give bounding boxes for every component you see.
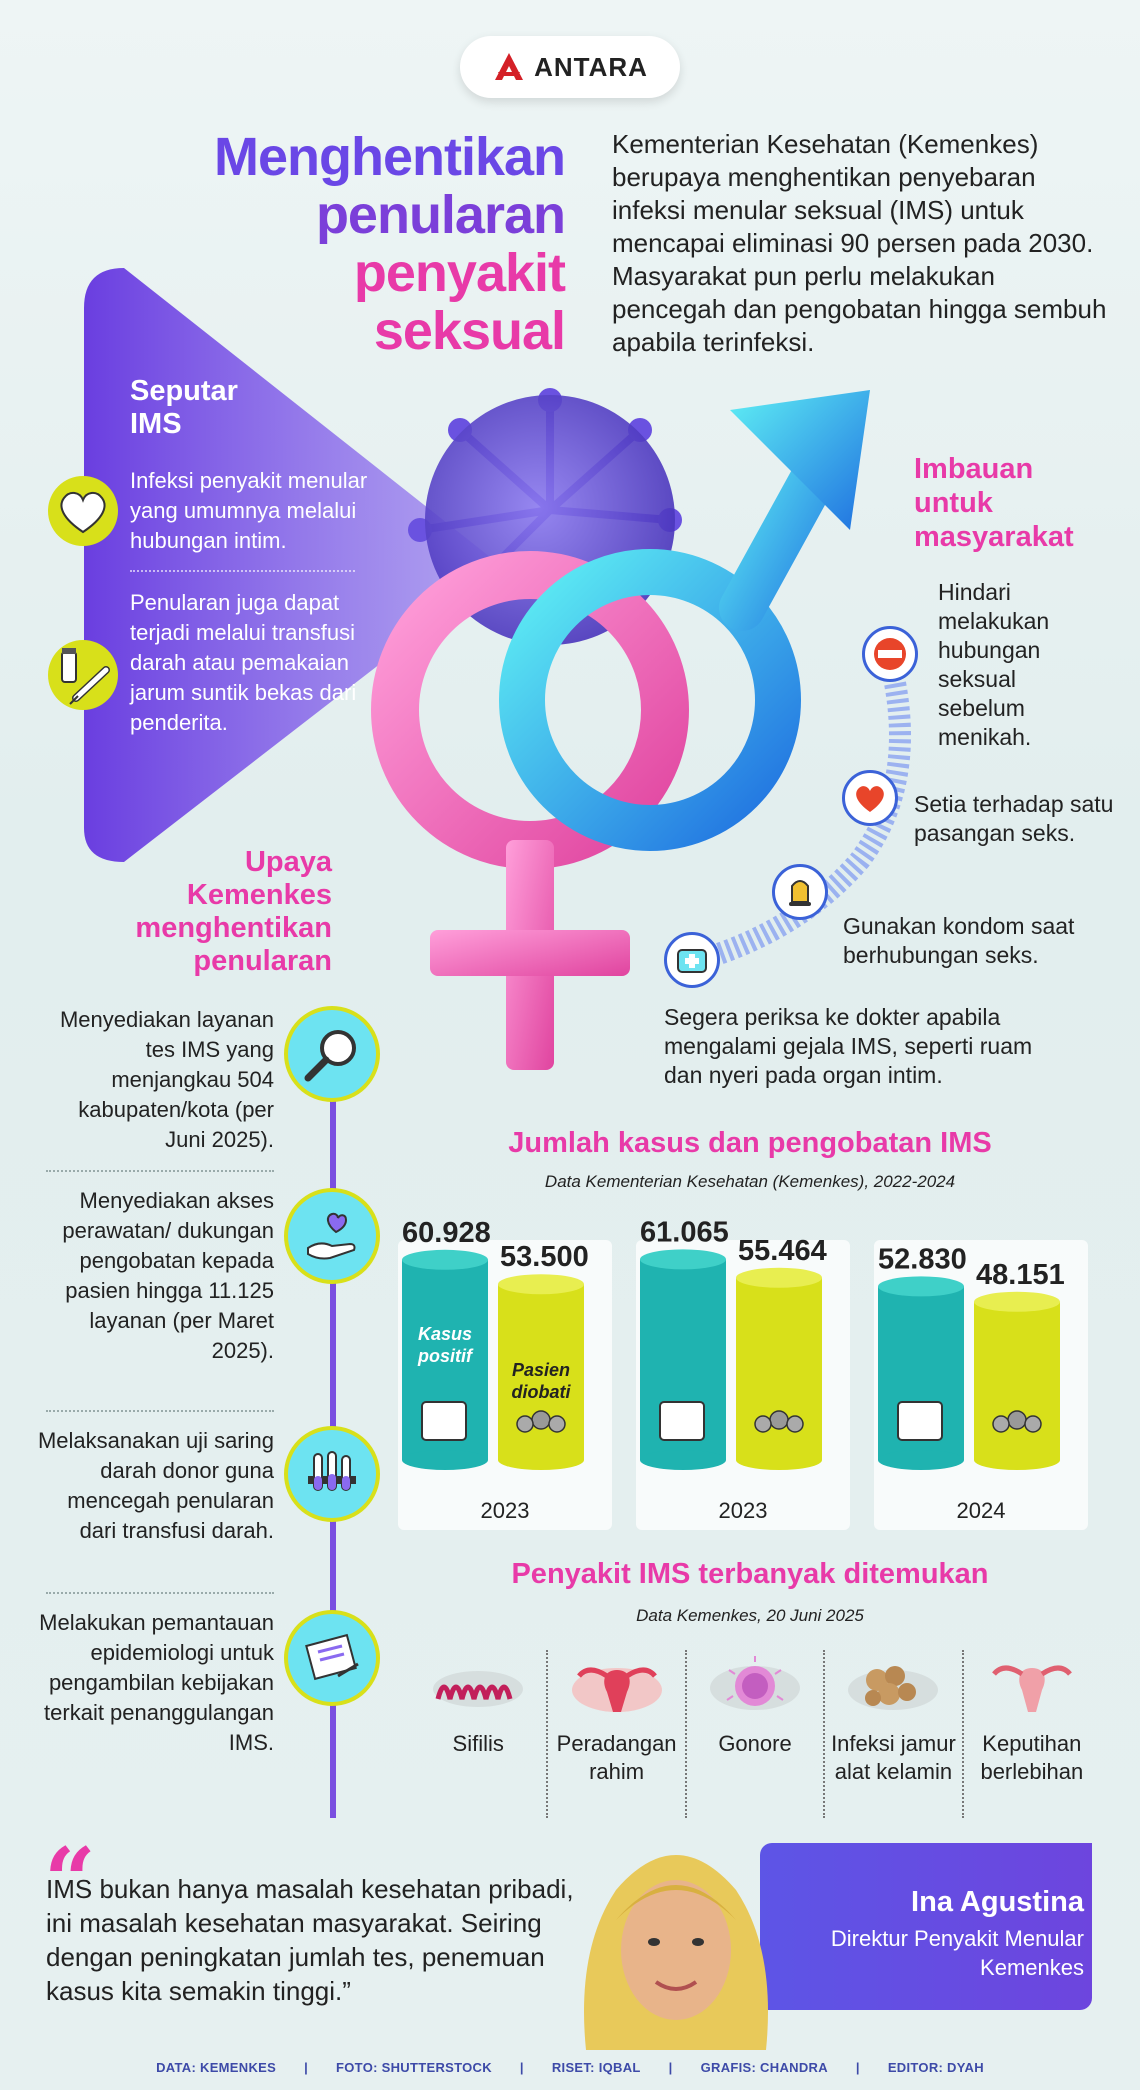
legend-kasus-positif: positif: [418, 1346, 472, 1366]
upaya-item-4: Melakukan pemantauan epidemiologi untuk pengambilan kebijakan terkait penanggulangan IMS.: [39, 1610, 274, 1755]
quote-author-role: Direktur Penyakit Menular Kemenkes: [830, 1926, 1084, 1980]
imbauan-item-3: Gunakan kondom saat berhubungan seks.: [843, 913, 1075, 968]
fungus-icon: [843, 1650, 943, 1720]
bar-top-kasus-positif: [878, 1276, 964, 1296]
people-icon: [549, 1416, 565, 1432]
people-icon: [770, 1411, 788, 1429]
disease-label: Infeksi jamur alat kelamin: [831, 1731, 956, 1784]
bar-pasien-diobati: [974, 1302, 1060, 1460]
upaya-item-2: Menyediakan akses perawatan/ dukungan pengobatan kepada pasien hingga 11.125 layanan (per Maret 2025).: [62, 1188, 274, 1363]
folder-icon: [660, 1402, 704, 1440]
disease-item: [685, 1650, 823, 1818]
test-tubes-icon: [284, 1426, 380, 1522]
diseases-list: [410, 1650, 1100, 1818]
disease-item: [546, 1650, 684, 1818]
disease-label: Peradangan rahim: [556, 1731, 677, 1784]
uterus-inflamed-icon: [567, 1650, 667, 1720]
bar-base-kasus-positif: [402, 1450, 488, 1470]
imbauan-title: [914, 452, 1074, 554]
credit-separator: |: [855, 2060, 860, 2075]
upaya-divider: [46, 1170, 274, 1172]
intro-paragraph: Kementerian Kesehatan (Kemenkes) berupaya menghentikan penyebaran infeksi menular seksual (IMS) untuk mencapai eliminasi 90 persen pada 2030. Masyarakat pun perlu melakukan pencegah dan pengobatan hingga sembuh apabila terinfeksi.: [612, 129, 1107, 357]
credit-riset: RISET: IQBAL: [551, 2060, 641, 2075]
antara-logo: [460, 36, 680, 98]
upaya-divider: [46, 1410, 274, 1412]
bar-top-kasus-positif: [402, 1250, 488, 1270]
seputar-item-2: Penularan juga dapat terjadi melalui transfusi darah atau pemakaian jarum suntik bekas dari penderita.: [130, 590, 357, 735]
spirochete-icon: [428, 1650, 528, 1720]
seputar-title-l1: Seputar: [130, 375, 238, 407]
category-label: 2023: [480, 1498, 530, 1523]
upaya-title-l1: Upaya: [244, 846, 332, 878]
title-line-4: seksual: [373, 301, 565, 361]
imbauan-item-1: Hindari melakukan hubungan seksual sebelum menikah.: [938, 579, 1050, 750]
bar-top-kasus-positif: [640, 1249, 726, 1269]
bar-value-label: 52.830: [878, 1243, 967, 1276]
imbauan-item-2: Setia terhadap satu pasangan seks.: [914, 791, 1114, 846]
category-label: 2023: [718, 1498, 768, 1523]
credit-separator: |: [668, 2060, 673, 2075]
heart-icon: [48, 476, 118, 546]
legend-pasien-diobati: diobati: [511, 1382, 571, 1402]
credit-grafis: GRAFIS: CHANDRA: [700, 2060, 828, 2075]
upaya-title-l2: Kemenkes: [186, 879, 332, 911]
bar-base-pasien-diobati: [974, 1450, 1060, 1470]
cases-bar-chart: [398, 1210, 1098, 1530]
imbauan-title-l1: Imbauan: [914, 453, 1034, 485]
bar-value-label: 61.065: [640, 1216, 729, 1249]
people-icon: [532, 1411, 550, 1429]
title-line-1: Menghentikan: [213, 127, 565, 187]
logo-text: ANTARA: [534, 51, 648, 82]
people-icon: [517, 1416, 533, 1432]
seputar-title: [130, 375, 238, 441]
credit-separator: |: [519, 2060, 524, 2075]
cases-chart-title: Jumlah kasus dan pengobatan IMS: [508, 1127, 992, 1159]
credits-footer: [0, 2060, 1140, 2075]
bar-base-kasus-positif: [878, 1450, 964, 1470]
bar-value-label: 55.464: [738, 1234, 827, 1267]
upaya-title-l4: penularan: [193, 945, 332, 977]
document-icon: [284, 1610, 380, 1706]
seputar-divider: [130, 570, 355, 572]
disease-label: Gonore: [718, 1731, 792, 1756]
heart-icon: [842, 770, 898, 826]
antara-mark-icon: [492, 50, 526, 84]
portrait-illustration: [556, 1830, 796, 2050]
upaya-item-1: Menyediakan layanan tes IMS yang menjangkau 504 kabupaten/kota (per Juni 2025).: [59, 1007, 274, 1152]
upaya-title-l3: menghentikan: [135, 912, 332, 944]
disease-item: [823, 1650, 961, 1818]
bar-top-pasien-diobati: [736, 1268, 822, 1288]
people-icon: [755, 1416, 771, 1432]
bar-top-pasien-diobati: [974, 1292, 1060, 1312]
people-icon: [1025, 1416, 1041, 1432]
people-icon: [787, 1416, 803, 1432]
credit-data: DATA: KEMENKES: [156, 2060, 277, 2075]
uterus-icon: [982, 1650, 1082, 1720]
diseases-subtitle: Data Kemenkes, 20 Juni 2025: [636, 1606, 864, 1625]
bar-base-pasien-diobati: [736, 1450, 822, 1470]
bar-value-label: 53.500: [500, 1241, 589, 1274]
credit-editor: EDITOR: DYAH: [887, 2060, 984, 2075]
bar-base-kasus-positif: [640, 1450, 726, 1470]
title-line-2: penularan: [315, 185, 565, 245]
imbauan-title-l3: masyarakat: [914, 521, 1074, 553]
credit-foto: FOTO: SHUTTERSTOCK: [336, 2060, 492, 2075]
legend-pasien-diobati: Pasien: [511, 1360, 571, 1380]
bacteria-icon: [705, 1650, 805, 1720]
people-icon: [1008, 1411, 1026, 1429]
disease-label: Sifilis: [452, 1731, 504, 1756]
disease-label: Keputihan berlebihan: [980, 1731, 1084, 1784]
upaya-divider: [46, 1592, 274, 1594]
forbidden-icon: [862, 626, 918, 682]
imbauan-title-l2: untuk: [914, 487, 993, 519]
magnifier-icon: [284, 1006, 380, 1102]
category-label: 2024: [956, 1498, 1006, 1523]
bar-top-pasien-diobati: [498, 1274, 584, 1294]
syringe-icon: [48, 640, 118, 710]
seputar-title-l2: IMS: [130, 408, 182, 440]
cases-chart-subtitle: Data Kementerian Kesehatan (Kemenkes), 2022-2024: [544, 1172, 956, 1191]
legend-kasus-positif: Kasus: [417, 1324, 473, 1344]
quote-mark: “: [44, 1828, 96, 1934]
bar-value-label: 48.151: [976, 1258, 1065, 1291]
upaya-title: [90, 846, 332, 978]
title-line-3: penyakit: [353, 243, 565, 303]
credit-separator: |: [304, 2060, 309, 2075]
folder-icon: [898, 1402, 942, 1440]
seputar-item-1: Infeksi penyakit menular yang umumnya melalui hubungan intim.: [130, 468, 368, 553]
quote-author-name: Ina Agustina: [911, 1886, 1084, 1918]
folder-icon: [422, 1402, 466, 1440]
quote-text: IMS bukan hanya masalah kesehatan pribadi, ini masalah kesehatan masyarakat. Seiring dengan peningkatan jumlah tes, penemuan kasus kita semakin tinggi.”: [46, 1874, 574, 2006]
people-icon: [993, 1416, 1009, 1432]
disease-item: [410, 1650, 546, 1818]
condom-icon: [772, 864, 828, 920]
bar-pasien-diobati: [736, 1278, 822, 1460]
diseases-title: Penyakit IMS terbanyak ditemukan: [511, 1558, 989, 1590]
bar-base-pasien-diobati: [498, 1450, 584, 1470]
bar-value-label: 60.928: [402, 1216, 491, 1249]
medical-kit-icon: [664, 932, 720, 988]
disease-item: [962, 1650, 1100, 1818]
upaya-item-3: Melaksanakan uji saring darah donor guna mencegah penularan dari transfusi darah.: [37, 1428, 274, 1543]
care-hand-icon: [284, 1188, 380, 1284]
imbauan-item-4: Segera periksa ke dokter apabila mengalami gejala IMS, seperti ruam dan nyeri pada organ intim.: [664, 1004, 1033, 1088]
